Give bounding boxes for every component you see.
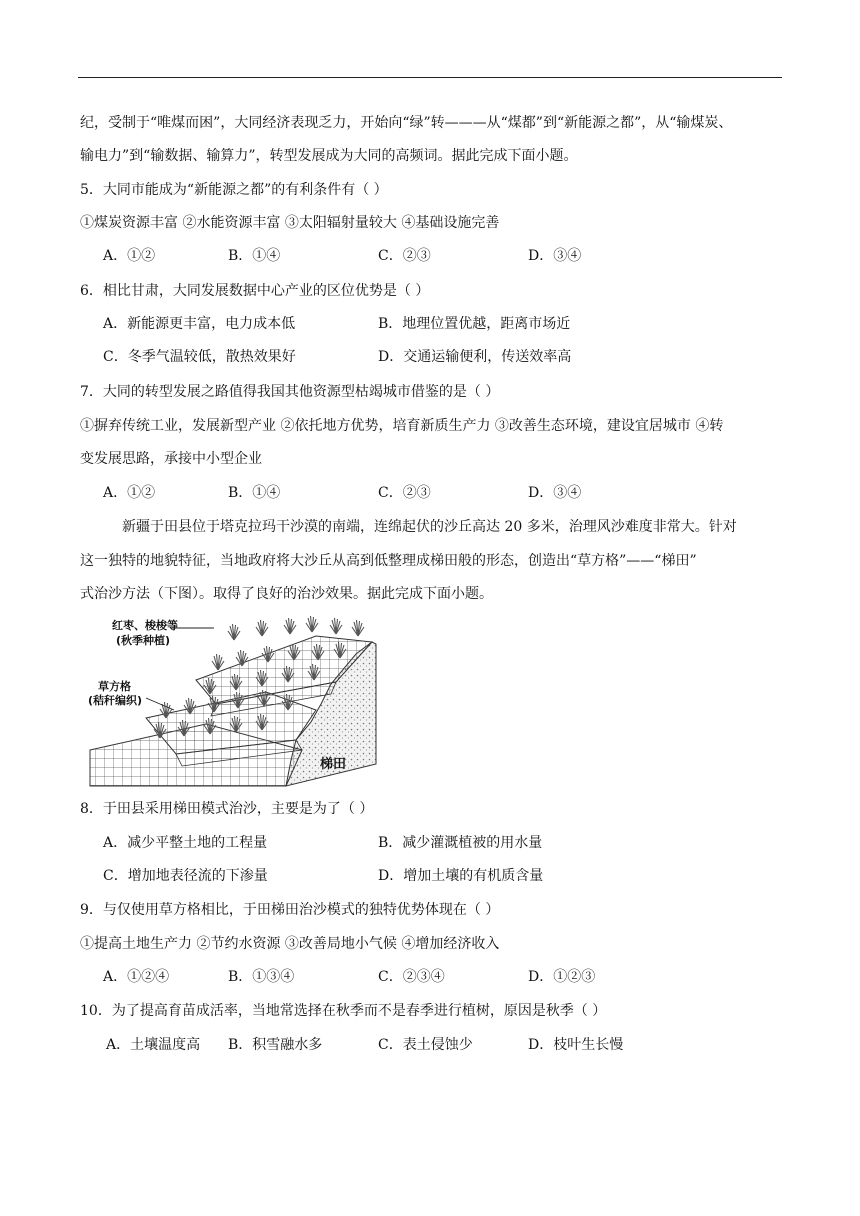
q8-option-c[interactable]: C．增加地表径流的下渗量: [103, 868, 268, 884]
q7-option-c[interactable]: C．②③: [378, 485, 431, 501]
q5-option-b[interactable]: B．①④: [228, 248, 281, 264]
q6-option-c[interactable]: C．冬季气温较低，散热效果好: [103, 349, 296, 365]
passage2-line1: 新疆于田县位于塔克拉玛干沙漠的南端，连绵起伏的沙丘高达 20 多米，治理风沙难度非常大。针对: [122, 519, 737, 535]
q9-stem: 9．与仅使用草方格相比，于田梯田治沙模式的独特优势体现在（ ）: [80, 902, 500, 918]
label-plants-line1: 红枣、梭梭等: [112, 619, 178, 632]
q10-option-d[interactable]: D．枝叶生长慢: [528, 1037, 624, 1053]
q9-items: ①提高土地生产力 ②节约水资源 ③改善局地小气候 ④增加经济收入: [80, 936, 500, 952]
q9-option-d[interactable]: D．①②③: [528, 969, 596, 985]
q7-stem: 7．大同的转型发展之路值得我国其他资源型枯竭城市借鉴的是（ ）: [80, 384, 500, 400]
q10-option-b[interactable]: B．积雪融水多: [228, 1037, 323, 1053]
q10-stem: 10．为了提高育苗成活率，当地常选择在秋季而不是春季进行植树，原因是秋季（ ）: [80, 1003, 607, 1019]
q9-option-a[interactable]: A．①②④: [103, 969, 170, 985]
q7-option-a[interactable]: A．①②: [103, 485, 156, 501]
q7-items-line2: 变发展思路，承接中小型企业: [80, 451, 262, 467]
passage1-line2: 输电力”到“输数据、输算力”，转型发展成为大同的高频词。据此完成下面小题。: [80, 148, 578, 164]
label-plants-line2: (秋季种植): [116, 634, 171, 647]
q10-option-c[interactable]: C．表土侵蚀少: [378, 1037, 473, 1053]
q8-option-a[interactable]: A．减少平整土地的工程量: [103, 835, 268, 851]
q10-option-a[interactable]: A．土壤温度高: [106, 1037, 201, 1053]
label-grid-line2: (秸秆编织): [88, 694, 143, 707]
q6-stem: 6．相比甘肃，大同发展数据中心产业的区位优势是（ ）: [80, 283, 430, 299]
label-terrace: 梯田: [320, 757, 347, 772]
label-grid-line1: 草方格: [98, 680, 131, 693]
q8-option-d[interactable]: D．增加土壤的有机质含量: [378, 868, 544, 884]
q5-items: ①煤炭资源丰富 ②水能资源丰富 ③太阳辐射量较大 ④基础设施完善: [80, 215, 500, 231]
q9-option-b[interactable]: B．①③④: [228, 969, 295, 985]
q5-option-d[interactable]: D．③④: [528, 248, 582, 264]
q5-stem: 5．大同市能成为“新能源之都”的有利条件有（ ）: [80, 182, 388, 198]
q7-option-d[interactable]: D．③④: [528, 485, 582, 501]
q7-option-b[interactable]: B．①④: [228, 485, 281, 501]
passage2-line2: 这一独特的地貌特征，当地政府将大沙丘从高到低整理成梯田般的形态，创造出“草方格”——“梯田”: [80, 553, 697, 569]
q6-option-d[interactable]: D．交通运输便利，传送效率高: [378, 349, 572, 365]
passage1-line1: 纪，受制于“唯煤而困”，大同经济表现乏力，开始向“绿”转———从“煤都”到“新能源之都”，从“输煤炭、: [80, 115, 733, 131]
header-rule: [78, 77, 782, 78]
terrace-diagram: [86, 614, 386, 790]
q6-option-a[interactable]: A．新能源更丰富，电力成本低: [103, 316, 296, 332]
q5-option-a[interactable]: A．①②: [103, 248, 156, 264]
q6-option-b[interactable]: B．地理位置优越，距离市场近: [378, 316, 571, 332]
q5-option-c[interactable]: C．②③: [378, 248, 431, 264]
passage2-line3: 式治沙方法（下图）。取得了良好的治沙效果。据此完成下面小题。: [80, 586, 493, 602]
q9-option-c[interactable]: C．②③④: [378, 969, 445, 985]
q8-option-b[interactable]: B．减少灌溉植被的用水量: [378, 835, 543, 851]
q7-items-line1: ①摒弃传统工业，发展新型产业 ②依托地方优势，培育新质生产力 ③改善生态环境，建设宜居城市 ④转: [80, 418, 724, 434]
q8-stem: 8．于田县采用梯田模式治沙，主要是为了（ ）: [80, 801, 374, 817]
